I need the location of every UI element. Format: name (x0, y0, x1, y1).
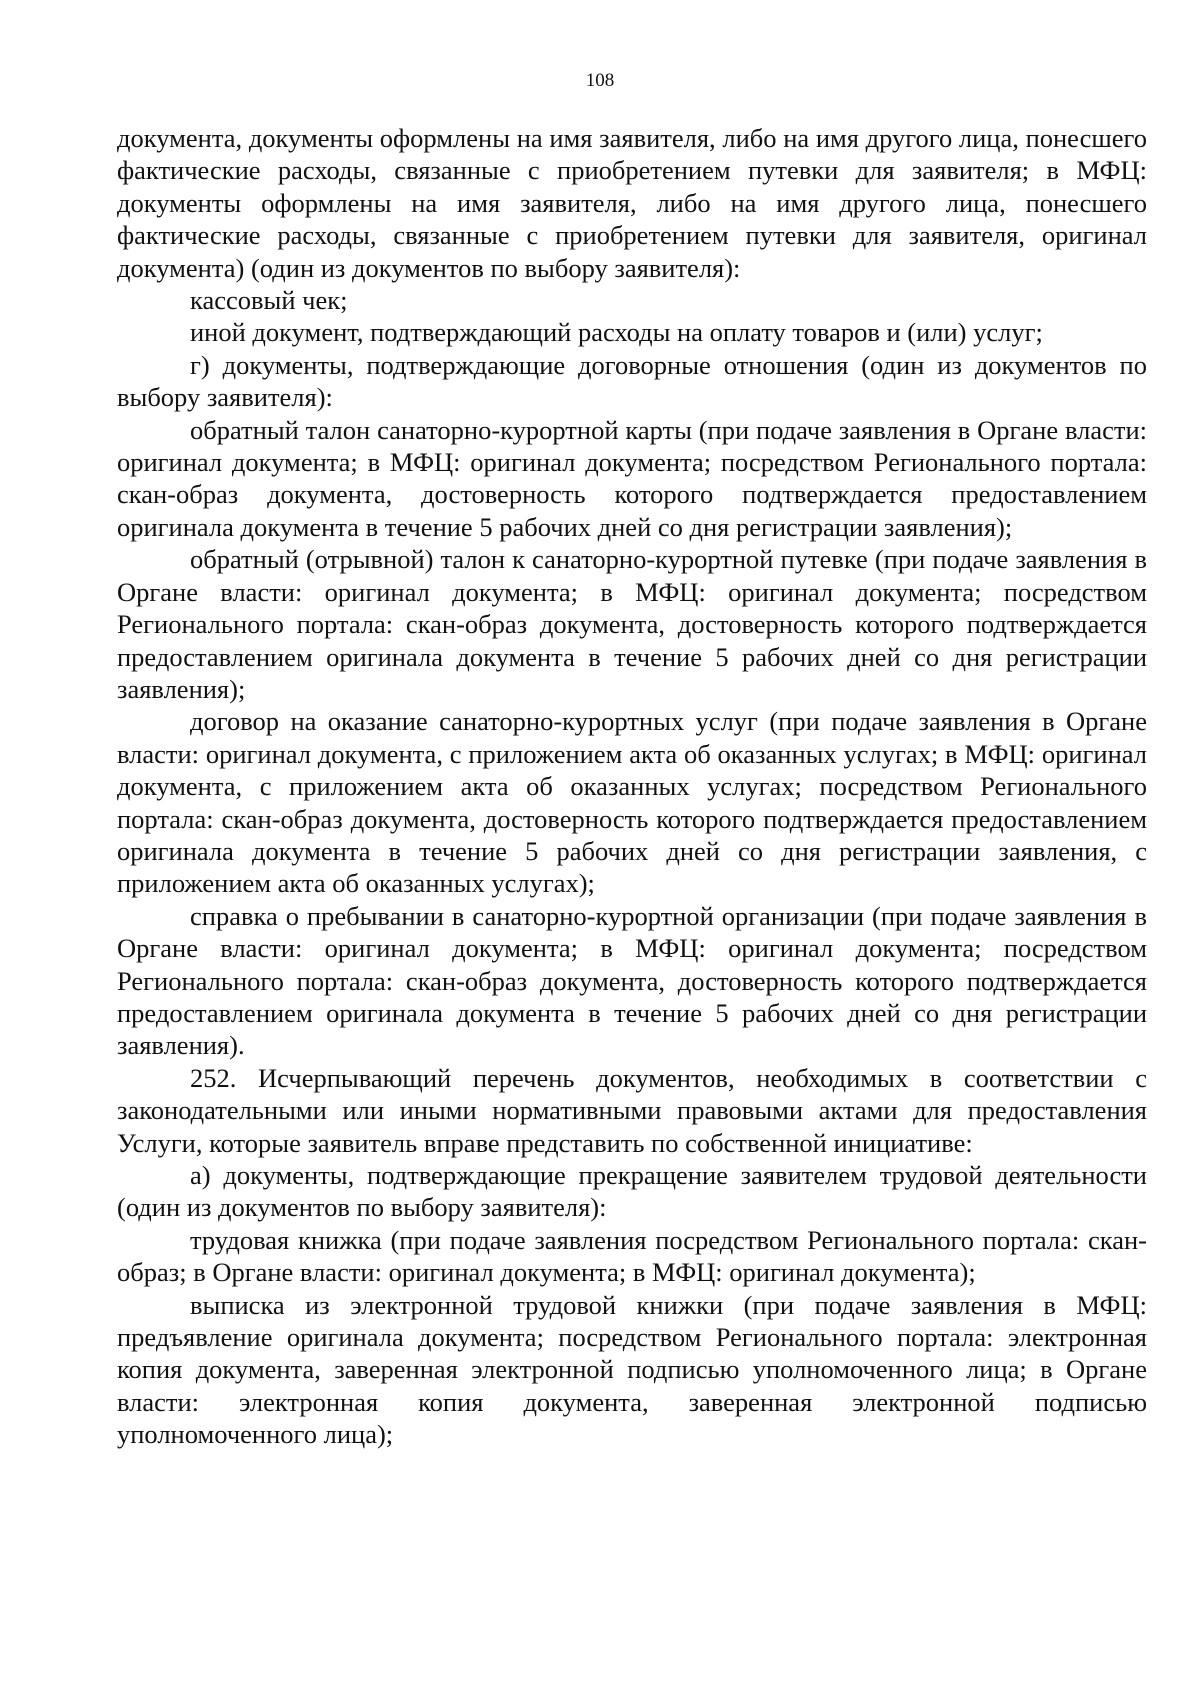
paragraph-cash-receipt: кассовый чек; (190, 285, 348, 316)
paragraph-item-g: г) документы, подтверждающие договорные отношения (один из документов по выбору заявителя): (117, 349, 1147, 413)
paragraph-service-contract: договор на оказание санаторно-курортных услуг (при подаче заявления в Органе власти: оригинал документа, с приложением акта об оказанных услугах; в МФЦ: оригинал документа, с приложением акта об оказанных услугах; посредством Регионального портала: скан-образ документа, достоверность которого подтверждается предоставлением оригинала документа в течение 5 рабочих дней со дня регистрации заявления, с приложением акта об оказанных услугах); (117, 706, 1147, 899)
paragraph-other-document: иной документ, подтверждающий расходы на оплату товаров и (или) услуг; (190, 317, 1043, 348)
paragraph-return-coupon-voucher: обратный (отрывной) талон к санаторно-курортной путевке (при подаче заявления в Органе власти: оригинал документа; в МФЦ: оригинал документа; посредством Регионального портала: скан-образ документа, достоверность которого подтверждается предоставлением оригинала документа в течение 5 рабочих дней со дня регистрации заявления); (117, 544, 1147, 704)
paragraph-item-a: а) документы, подтверждающие прекращение заявителем трудовой деятельности (один из документов по выбору заявителя): (117, 1160, 1147, 1223)
paragraph-electronic-work-book: выписка из электронной трудовой книжки (при подаче заявления в МФЦ: предъявление оригинала документа; посредством Регионального портала: электронная копия документа, заверенная электронной подписью уполномоченного лица; в Органе власти: электронная копия документа, заверенная электронной подписью уполномоченного лица); (117, 1289, 1147, 1450)
document-body (117, 122, 1147, 1451)
paragraph-return-coupon-card: обратный талон санаторно-курортной карты (при подаче заявления в Органе власти: оригинал документа; в МФЦ: оригинал документа; посредством Регионального портала: скан-образ документа, достоверность которого подтверждается предоставлением оригинала документа в течение 5 рабочих дней со дня регистрации заявления); (117, 414, 1147, 542)
page-number: 108 (585, 70, 615, 91)
paragraph-continuation: документа, документы оформлены на имя заявителя, либо на имя другого лица, понесшего фактические расходы, связанные с приобретением путевки для заявителя; в МФЦ: документы оформлены на имя заявителя, либо на имя другого лица, понесшего фактические расходы, связанные с приобретением путевки для заявителя, оригинал документа) (один из документов по выбору заявителя): (117, 123, 1147, 283)
paragraph-work-book: трудовая книжка (при подаче заявления посредством Регионального портала: скан-образ; в Органе власти: оригинал документа; в МФЦ: оригинал документа); (117, 1224, 1147, 1288)
paragraph-stay-certificate: справка о пребывании в санаторно-курортной организации (при подаче заявления в Органе власти: оригинал документа; в МФЦ: оригинал документа; посредством Регионального портала: скан-образ документа, достоверность которого подтверждается предоставлением оригинала документа в течение 5 рабочих дней со дня регистрации заявления). (117, 900, 1147, 1061)
paragraph-item-252: 252. Исчерпывающий перечень документов, необходимых в соответствии с законодательными или иными нормативными правовыми актами для предоставления Услуги, которые заявитель вправе представить по собственной инициативе: (117, 1062, 1147, 1158)
